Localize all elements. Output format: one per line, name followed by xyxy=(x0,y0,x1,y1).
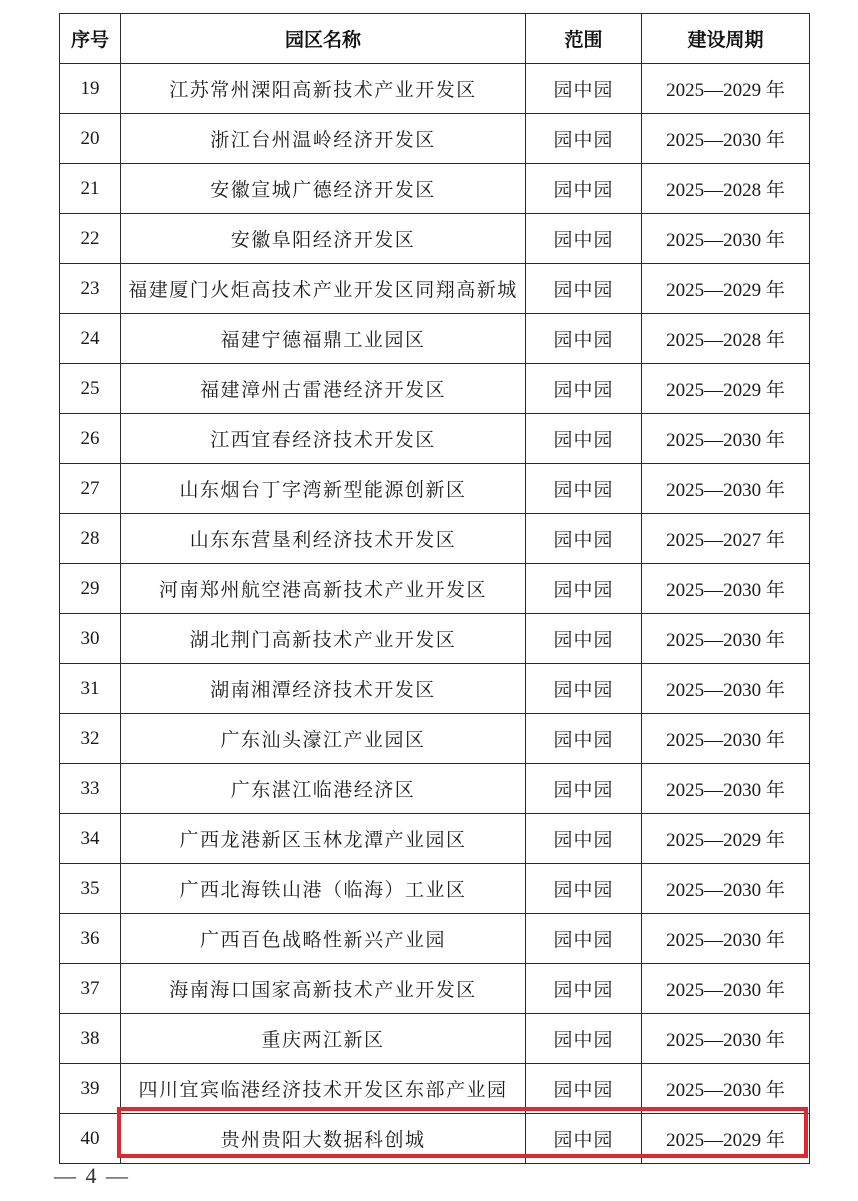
table-row xyxy=(60,414,810,464)
table-row-highlighted xyxy=(60,1114,810,1164)
table-row xyxy=(60,814,810,864)
cell-period: 2025—2030 年 xyxy=(642,414,810,464)
cell-scope: 园中园 xyxy=(526,714,642,764)
cell-index: 33 xyxy=(60,764,121,814)
table-row xyxy=(60,714,810,764)
cell-scope: 园中园 xyxy=(526,914,642,964)
cell-name: 广西龙港新区玉林龙潭产业园区 xyxy=(121,814,526,864)
cell-index: 31 xyxy=(60,664,121,714)
cell-scope: 园中园 xyxy=(526,114,642,164)
table-body xyxy=(60,64,810,1164)
cell-index: 24 xyxy=(60,314,121,364)
parks-table xyxy=(59,13,810,1164)
cell-index: 19 xyxy=(60,64,121,114)
cell-scope: 园中园 xyxy=(526,464,642,514)
cell-scope: 园中园 xyxy=(526,1014,642,1064)
cell-name: 安徽阜阳经济开发区 xyxy=(121,214,526,264)
cell-index: 29 xyxy=(60,564,121,614)
cell-name: 江西宜春经济技术开发区 xyxy=(121,414,526,464)
cell-period: 2025—2029 年 xyxy=(642,1114,810,1164)
cell-scope: 园中园 xyxy=(526,814,642,864)
cell-scope: 园中园 xyxy=(526,314,642,364)
cell-name: 福建宁德福鼎工业园区 xyxy=(121,314,526,364)
cell-name: 广东汕头濠江产业园区 xyxy=(121,714,526,764)
table-row xyxy=(60,114,810,164)
cell-scope: 园中园 xyxy=(526,964,642,1014)
cell-scope: 园中园 xyxy=(526,764,642,814)
cell-scope: 园中园 xyxy=(526,864,642,914)
page-number: — 4 — xyxy=(54,1163,130,1188)
cell-index: 32 xyxy=(60,714,121,764)
table-row xyxy=(60,314,810,364)
cell-index: 40 xyxy=(60,1114,121,1164)
cell-scope: 园中园 xyxy=(526,164,642,214)
cell-name: 海南海口国家高新技术产业开发区 xyxy=(121,964,526,1014)
table-row xyxy=(60,764,810,814)
cell-period: 2025—2030 年 xyxy=(642,764,810,814)
cell-scope: 园中园 xyxy=(526,1114,642,1164)
cell-scope: 园中园 xyxy=(526,1064,642,1114)
cell-name: 广西北海铁山港（临海）工业区 xyxy=(121,864,526,914)
table-row xyxy=(60,614,810,664)
table-row xyxy=(60,364,810,414)
cell-name: 江苏常州溧阳高新技术产业开发区 xyxy=(121,64,526,114)
cell-index: 21 xyxy=(60,164,121,214)
cell-period: 2025—2030 年 xyxy=(642,964,810,1014)
cell-scope: 园中园 xyxy=(526,264,642,314)
cell-period: 2025—2030 年 xyxy=(642,1014,810,1064)
cell-name: 山东东营垦利经济技术开发区 xyxy=(121,514,526,564)
cell-period: 2025—2030 年 xyxy=(642,1064,810,1114)
table-row xyxy=(60,64,810,114)
cell-period: 2025—2028 年 xyxy=(642,314,810,364)
cell-scope: 园中园 xyxy=(526,214,642,264)
table-row xyxy=(60,1064,810,1114)
cell-name: 安徽宣城广德经济开发区 xyxy=(121,164,526,214)
table-row xyxy=(60,564,810,614)
cell-scope: 园中园 xyxy=(526,514,642,564)
cell-scope: 园中园 xyxy=(526,364,642,414)
cell-scope: 园中园 xyxy=(526,64,642,114)
cell-period: 2025—2030 年 xyxy=(642,714,810,764)
cell-period: 2025—2030 年 xyxy=(642,914,810,964)
cell-period: 2025—2030 年 xyxy=(642,114,810,164)
cell-name: 福建厦门火炬高技术产业开发区同翔高新城 xyxy=(121,264,526,314)
cell-period: 2025—2029 年 xyxy=(642,64,810,114)
table-row xyxy=(60,964,810,1014)
cell-name: 山东烟台丁字湾新型能源创新区 xyxy=(121,464,526,514)
table-row xyxy=(60,164,810,214)
cell-period: 2025—2029 年 xyxy=(642,264,810,314)
cell-name: 广东湛江临港经济区 xyxy=(121,764,526,814)
cell-name: 浙江台州温岭经济开发区 xyxy=(121,114,526,164)
table-row xyxy=(60,264,810,314)
cell-index: 27 xyxy=(60,464,121,514)
cell-period: 2025—2030 年 xyxy=(642,564,810,614)
cell-period: 2025—2030 年 xyxy=(642,214,810,264)
cell-index: 30 xyxy=(60,614,121,664)
cell-index: 25 xyxy=(60,364,121,414)
cell-name: 湖北荆门高新技术产业开发区 xyxy=(121,614,526,664)
cell-index: 28 xyxy=(60,514,121,564)
cell-index: 36 xyxy=(60,914,121,964)
table-header-row xyxy=(60,14,810,64)
cell-period: 2025—2030 年 xyxy=(642,464,810,514)
cell-index: 39 xyxy=(60,1064,121,1114)
table-row xyxy=(60,1014,810,1064)
cell-name: 湖南湘潭经济技术开发区 xyxy=(121,664,526,714)
cell-name: 河南郑州航空港高新技术产业开发区 xyxy=(121,564,526,614)
cell-period: 2025—2030 年 xyxy=(642,864,810,914)
cell-index: 38 xyxy=(60,1014,121,1064)
cell-index: 34 xyxy=(60,814,121,864)
header-scope: 范围 xyxy=(526,14,642,64)
cell-index: 22 xyxy=(60,214,121,264)
cell-period: 2025—2029 年 xyxy=(642,364,810,414)
cell-name: 福建漳州古雷港经济开发区 xyxy=(121,364,526,414)
cell-period: 2025—2029 年 xyxy=(642,814,810,864)
table-row xyxy=(60,664,810,714)
cell-name: 贵州贵阳大数据科创城 xyxy=(121,1114,526,1164)
cell-period: 2025—2028 年 xyxy=(642,164,810,214)
cell-scope: 园中园 xyxy=(526,564,642,614)
cell-period: 2025—2027 年 xyxy=(642,514,810,564)
cell-index: 35 xyxy=(60,864,121,914)
cell-period: 2025—2030 年 xyxy=(642,664,810,714)
cell-index: 26 xyxy=(60,414,121,464)
cell-index: 20 xyxy=(60,114,121,164)
cell-index: 23 xyxy=(60,264,121,314)
table-row xyxy=(60,464,810,514)
table-row xyxy=(60,914,810,964)
cell-name: 四川宜宾临港经济技术开发区东部产业园 xyxy=(121,1064,526,1114)
cell-index: 37 xyxy=(60,964,121,1014)
table-row xyxy=(60,864,810,914)
cell-period: 2025—2030 年 xyxy=(642,614,810,664)
header-name: 园区名称 xyxy=(121,14,526,64)
cell-name: 重庆两江新区 xyxy=(121,1014,526,1064)
cell-scope: 园中园 xyxy=(526,414,642,464)
table-row xyxy=(60,214,810,264)
header-index: 序号 xyxy=(60,14,121,64)
cell-scope: 园中园 xyxy=(526,664,642,714)
cell-name: 广西百色战略性新兴产业园 xyxy=(121,914,526,964)
cell-scope: 园中园 xyxy=(526,614,642,664)
table-row xyxy=(60,514,810,564)
header-period: 建设周期 xyxy=(642,14,810,64)
